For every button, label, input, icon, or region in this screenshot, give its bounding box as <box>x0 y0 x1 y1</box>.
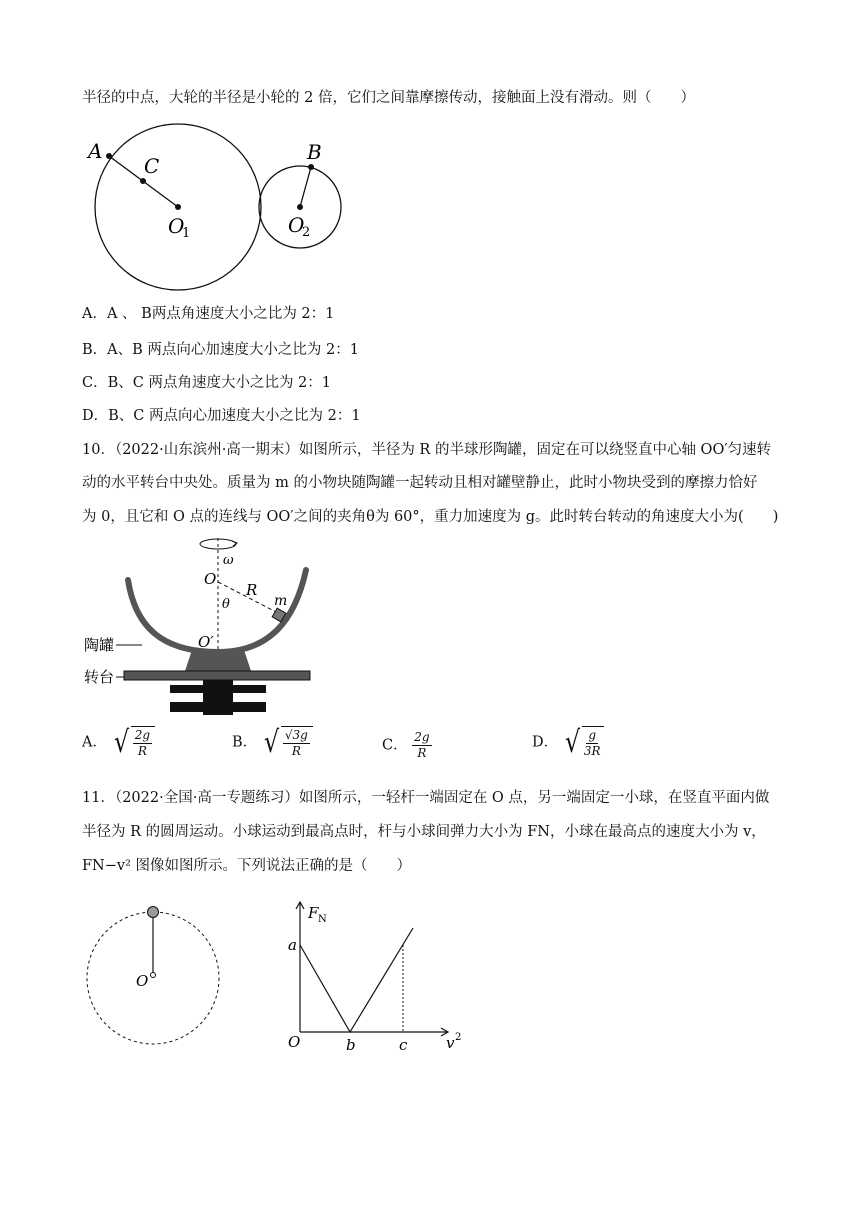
q9-stem-end: 半径的中点，大轮的半径是小轮的 2 倍，它们之间靠摩擦传动，接触面上没有滑动。则（ ） <box>82 90 695 106</box>
q11-line-1: 11．（2022·全国·高一专题练习）如图所示，一轻杆一端固定在 O 点，另一端固定一小球，在竖直平面内做 <box>82 790 770 806</box>
q10-bowl-figure <box>80 530 320 720</box>
q9-option-d[interactable]: D．B、C 两点向心加速度大小之比为 2：1 <box>82 408 361 424</box>
label-c: c <box>399 1036 408 1054</box>
label-v2: v <box>446 1034 455 1052</box>
label-theta: θ <box>222 597 230 612</box>
q11-line-2: 半径为 R 的圆周运动。小球运动到最高点时，杆与小球间弹力大小为 FN，小球在最高点的速度大小为 v， <box>82 824 766 840</box>
label-origin: O <box>288 1033 301 1051</box>
q10-line-1: 10．（2022·山东滨州·高一期末）如图所示，半径为 R 的半球形陶罐，固定在可以绕竖直中心轴 OO′匀速转 <box>82 442 772 458</box>
label-O2: O <box>288 213 305 237</box>
q9-wheels-figure <box>80 115 360 290</box>
label-O2-sub: 2 <box>302 225 311 240</box>
label-b: b <box>346 1036 356 1054</box>
label-FN: F <box>308 904 319 922</box>
label-m: m <box>274 593 288 609</box>
q9-option-c[interactable]: C．B、C 两点角速度大小之比为 2：1 <box>82 375 332 391</box>
label-O-circle: O <box>136 972 149 990</box>
q10-line-2: 动的水平转台中央处。质量为 m 的小物块随陶罐一起转动且相对罐壁静止，此时小物块受到的摩擦力恰好 <box>82 475 758 491</box>
q10-line-3: 为 0，且它和 O 点的连线与 OO′之间的夹角θ为 60°，重力加速度为 g。此时转台转动的角速度大小为( ) <box>82 509 779 525</box>
label-B: B <box>307 140 322 164</box>
label-O: O <box>204 570 217 588</box>
q11-line-3: FN−v² 图像如图所示。下列说法正确的是（ ） <box>82 858 412 874</box>
q10-option-c[interactable]: C． $\frac{2g}{R}$ <box>382 730 430 760</box>
q9-option-b[interactable]: B．A、B 两点向心加速度大小之比为 2：1 <box>82 342 359 358</box>
q10-option-a[interactable]: A． √ $\frac{2g}{R}$ <box>82 726 155 759</box>
q11-graph <box>280 900 470 1060</box>
fn-v2-graph-line <box>300 928 413 1032</box>
q10-option-d[interactable]: D． √ $\frac{g}{3R}$ <box>532 726 604 759</box>
q10-option-b[interactable]: B． √ $\frac{√3g}{R}$ <box>232 726 313 759</box>
q11-circle-figure <box>86 905 226 1050</box>
label-O1-sub: 1 <box>182 226 191 241</box>
label-v2-sup: 2 <box>455 1032 462 1043</box>
label-table: 转台 <box>84 668 115 686</box>
q9-option-a[interactable]: A．A 、 B两点角速度大小之比为 2：1 <box>82 306 335 322</box>
label-C: C <box>144 154 160 178</box>
label-A: A <box>88 139 103 163</box>
ball <box>148 907 159 918</box>
label-omega: ω <box>223 553 234 568</box>
label-R: R <box>246 581 258 599</box>
label-a: a <box>288 936 297 954</box>
turntable <box>124 671 310 680</box>
label-FN-sub: N <box>318 914 327 925</box>
label-O1: O <box>168 214 185 238</box>
label-pot: 陶罐 <box>84 636 115 654</box>
label-Oprime: O′ <box>198 633 214 651</box>
